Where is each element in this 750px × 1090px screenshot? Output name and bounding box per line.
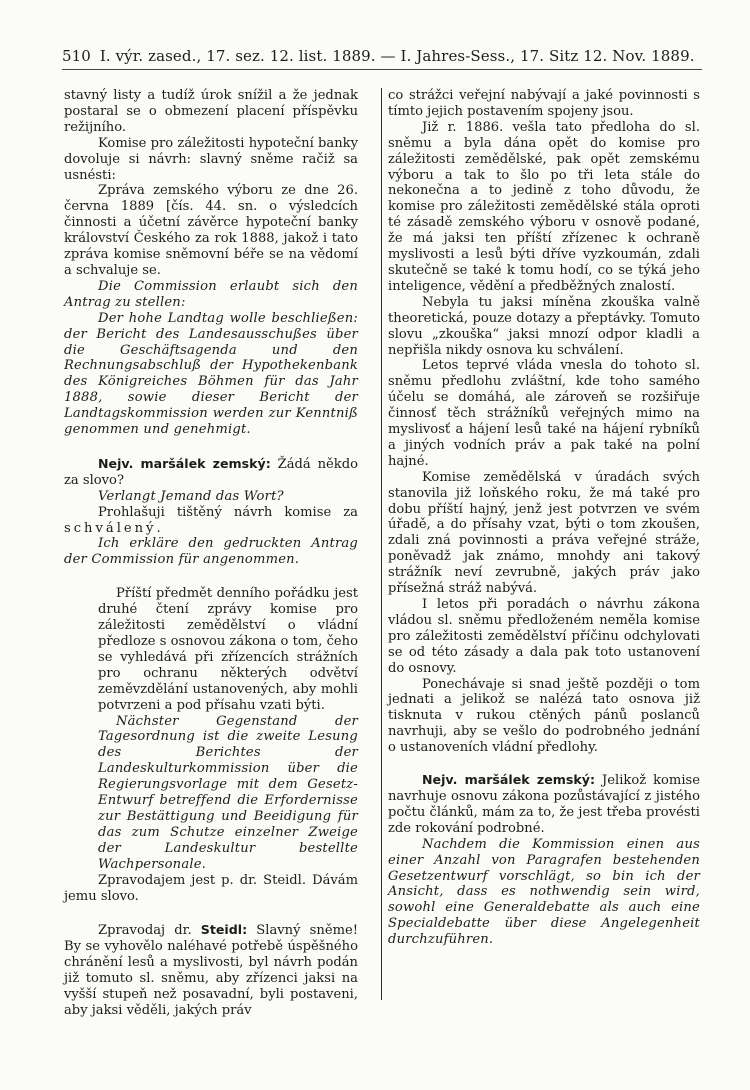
paragraph bbox=[64, 505, 358, 537]
speaker-name: Nejv. maršálek zemský: bbox=[98, 455, 271, 471]
paragraph: Zpravodajem jest p. dr. Steidl. Dávám jemu slovo. bbox=[64, 872, 358, 904]
speaker-name: Nejv. maršálek zemský: bbox=[422, 772, 595, 788]
paragraph-tail: . bbox=[156, 520, 161, 536]
paragraph: stavný listy a tudíž úrok snížil a že jednak postaral se o obmezení placení příspěvku režijního. bbox=[64, 88, 358, 135]
german-paragraph: Die Commission erlaubt sich den Antrag zu stellen: bbox=[64, 278, 358, 310]
paragraph-text: Prohlašuji tištěný návrh komise za bbox=[98, 504, 358, 520]
paragraph: Komise zemědělská v úradách svých stanovila již loňského roku, že má také pro dobu příští hajný, jenž jest potvrzen ve svém úřadě, a do přísahy vzat, býti o tom zkoušen, zdali zná povinnosti a práva veřejné stráže, poněvadž jak známo, mnohdy ani takový strážník neví zevrubně, jakých práv jako přísežná stráž nabývá. bbox=[388, 469, 700, 597]
column-divider bbox=[381, 88, 382, 1000]
speech-paragraph bbox=[388, 772, 700, 837]
speech-text: Žádá někdo za slovo? bbox=[64, 456, 358, 488]
running-header bbox=[62, 47, 702, 70]
agenda-paragraph: Příští předmět denního pořádku jest druhé čtení zprávy komise pro záležitosti zemědělství o vládní předloze s osnovou zákona o tom, čeho se vyhledává při zřízencích strážních pro ochranu některých odvětví zeměvzdělání ustanovených, aby mohli potvrzeni a pod přísahu vzati býti. bbox=[98, 586, 358, 713]
paragraph: Ponechávaje si snad ještě později o tom jednati a jelikož se nalézá tato osnova již tisknuta v rukou ctěných pánů poslanců navrhuji, aby se vešlo do podrobného jednání o ustanoveních vládní předlohy. bbox=[388, 676, 700, 756]
left-column bbox=[64, 88, 358, 1019]
paragraph: Již r. 1886. vešla tato předloha do sl. sněmu a byla dána opět do komise pro záležitosti zemědělské, pak opět zemskému výboru a tak to šlo po tři leta stále do nekonečna a to jedině z toho důvodu, že komise pro záležitosti zemědělské stála oproti té zásadě zemského výboru v osnově podané, že má jaksi ten příští zřízenec k ochraně myslivosti a lesů býti dříve vyzkoumán, zdali skutečně se také k tomu hodí, co se týká jeho inteligence, vědění a předběžných znalostí. bbox=[388, 119, 700, 294]
paragraph: I letos při poradách o návrhu zákona vládou sl. sněmu předloženém neměla komise pro záležitosti zemědělství příčinu odchylovati se od této zásady a dala pak toto ustanovení do osnovy. bbox=[388, 597, 700, 676]
speech-paragraph bbox=[64, 922, 358, 1018]
german-paragraph: Ich erkläre den gedruckten Antrag der Commission für angenommen. bbox=[64, 536, 358, 568]
paragraph: co strážci veřejní nabývají a jaké povinnosti s tímto jejich postavením spojeny jsou. bbox=[388, 88, 700, 119]
paragraph: Zpráva zemského výboru ze dne 26. června 1889 [čís. 44. sn. o výsledcích činnosti a účetní závěrce hypoteční banky království Českého za rok 1888, jakož i tato zpráva komise sněmovní béře se na vědomí a schvaluje se. bbox=[64, 183, 358, 278]
header-title: I. výr. zased., 17. sez. 12. list. 1889. — I. Jahres-Sess., 17. Sitz 12. Nov. 1889. bbox=[99, 47, 695, 65]
speech-text: Jelikož komise navrhuje osnovu zákona pozůstávající z jistého počtu článků, mám za to, že jest třeba provésti zde rokování podrobné. bbox=[388, 773, 700, 836]
page-number: 510 bbox=[62, 47, 91, 65]
speech-text: Slavný sněme! By se vyhovělo naléhavé potřebě úspěšného chránění lesů a myslivosti, byl návrh podán již tomuto sl. sněmu, aby zřízenci jaksi na vyšší stupeň než posavadní, byli postaveni, aby jaksi věděli, jakých práv bbox=[64, 923, 358, 1018]
speaker-name: Steidl: bbox=[200, 922, 248, 938]
german-paragraph: Nachdem die Kommission einen aus einer Anzahl von Paragrafen bestehenden Gesetzentwurf vorschlägt, so bin ich der Ansicht, dass es nothwendig sein wird, sowohl eine Generaldebatte als auch eine Specialdebatte über diese Angelegenheit durchzuführen. bbox=[388, 836, 700, 948]
speech-paragraph bbox=[64, 456, 358, 489]
right-column bbox=[388, 88, 700, 948]
german-paragraph: Verlangt Jemand das Wort? bbox=[98, 488, 284, 504]
spaced-emphasis: schválený bbox=[64, 520, 157, 536]
paragraph: Letos teprvé vláda vnesla do tohoto sl. sněmu předlohu zvláštní, kde toho samého účelu se domáhá, ale zároveň se rozšiřuje činnosť těch strážníků veřejných mimo na myslivosť a hájení lesů také na hájení rybníků a jiných vodních práv a pak také na polní hajné. bbox=[388, 358, 700, 469]
speaker-prefix: Zpravodaj dr. bbox=[98, 923, 201, 939]
paragraph: Komise pro záležitosti hypoteční banky dovoluje si návrh: slavný sněme račiž sa usnésti: bbox=[64, 135, 358, 183]
german-agenda-paragraph: Nächster Gegenstand der Tagesordnung ist die zweite Lesung des Berichtes der Landeskulturkommission über die Regierungsvorlage mit dem Gesetz-Entwurf betreffend die Erfordernisse zur Bestättigung und Beeidigung für das zum Schutze einzelner Zweige der Landeskultur bestellte Wachpersonale. bbox=[98, 713, 358, 872]
paragraph: Nebyla tu jaksi míněna zkouška valně theoretická, pouze dotazy a přeptávky. Tomuto slovu „zkouška“ jaksi mnozí odpor kladli a nepřišla nikdy osnova ku schválení. bbox=[388, 294, 700, 358]
german-paragraph: Der hohe Landtag wolle beschließen: der Bericht des Landesausschußes über die Geschäftsagenda und den Rechnungsabschluß der Hypothekenbank des Königreiches Böhmen für das Jahr 1888, sowie dieser Bericht der Landtagskommission werden zur Kenntniß genommen und genehmigt. bbox=[64, 310, 358, 438]
